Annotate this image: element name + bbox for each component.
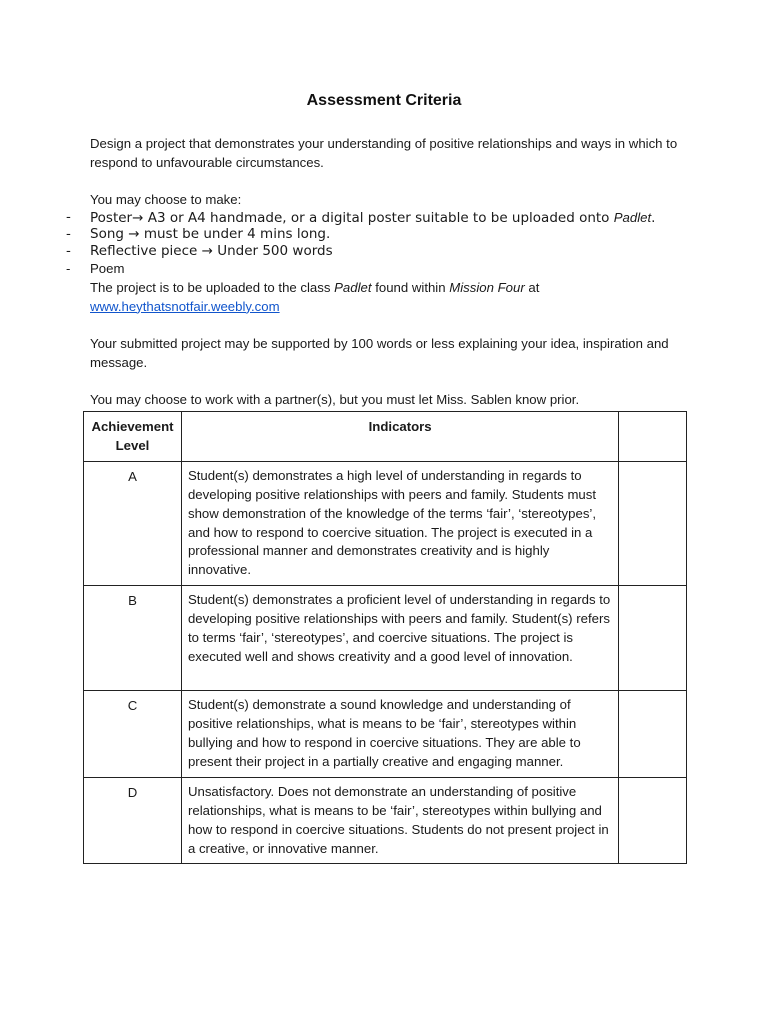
partner-paragraph: You may choose to work with a partner(s), but you must let Miss. Sablen know prior. bbox=[90, 392, 580, 407]
level-cell: C bbox=[84, 691, 182, 778]
upload-paragraph: The project is to be uploaded to the class Padlet found within Mission Four at www.heythatsnotfair.weebly.com bbox=[90, 280, 540, 314]
blank-cell bbox=[619, 586, 687, 691]
header-blank bbox=[619, 412, 687, 462]
page-title: Assessment Criteria bbox=[306, 92, 462, 109]
blank-cell bbox=[619, 462, 687, 586]
indicator-cell: Student(s) demonstrates a high level of understanding in regards to developing positive relationships with peers and family. Students must show demonstration of the knowledge of the terms ‘fair’, ‘stereotypes’, and how to respond to coercive situation. The project is executed in a professional manner and demonstrates creativity and is highly innovative. bbox=[181, 462, 618, 586]
blank-cell bbox=[619, 778, 687, 864]
options-list bbox=[62, 209, 655, 277]
table-row bbox=[84, 691, 687, 778]
indicator-cell: Student(s) demonstrates a proficient level of understanding in regards to developing positive relationships with peers and family. Student(s) refers to terms ‘fair’, ‘stereotypes’, and coercive situations. The project is executed well and shows creativity and a good level of innovation. bbox=[181, 586, 618, 691]
intro-paragraph: Design a project that demonstrates your understanding of positive relationships and ways in which to respond to unfavourable circumstances. bbox=[90, 136, 678, 170]
support-paragraph: Your submitted project may be supported by 100 words or less explaining your idea, inspiration and message. bbox=[90, 336, 669, 370]
list-item: - Poster→ A3 or A4 handmade, or a digital poster suitable to be uploaded onto Padlet. bbox=[66, 209, 656, 226]
blank-cell bbox=[619, 691, 687, 778]
assessment-table bbox=[83, 411, 687, 864]
header-achievement-level: Achievement Level bbox=[84, 412, 182, 462]
table-header-row bbox=[84, 412, 687, 462]
choose-label: You may choose to make: bbox=[90, 192, 242, 207]
website-link[interactable]: www.heythatsnotfair.weebly.com bbox=[90, 298, 280, 314]
header-indicators: Indicators bbox=[181, 412, 618, 462]
indicator-cell: Student(s) demonstrate a sound knowledge and understanding of positive relationships, what is means to be ‘fair’, stereotypes within bullying and how to respond in coercive situations. They are able to present their project in a partially creative and engaging manner. bbox=[181, 691, 618, 778]
level-cell: B bbox=[84, 586, 182, 691]
level-cell: D bbox=[84, 778, 182, 864]
list-item: - Song → must be under 4 mins long. bbox=[66, 226, 331, 242]
table-row bbox=[84, 586, 687, 691]
level-cell: A bbox=[84, 462, 182, 586]
indicator-cell: Unsatisfactory. Does not demonstrate an understanding of positive relationships, what is means to be ‘fair’, stereotypes within bullying and how to respond in coercive situations. Students do not present project in a creative, or innovative manner. bbox=[181, 778, 618, 864]
list-item: - Poem bbox=[66, 261, 125, 276]
table-row bbox=[84, 462, 687, 586]
table-row bbox=[84, 778, 687, 864]
list-item: - Reflective piece → Under 500 words bbox=[66, 243, 333, 259]
